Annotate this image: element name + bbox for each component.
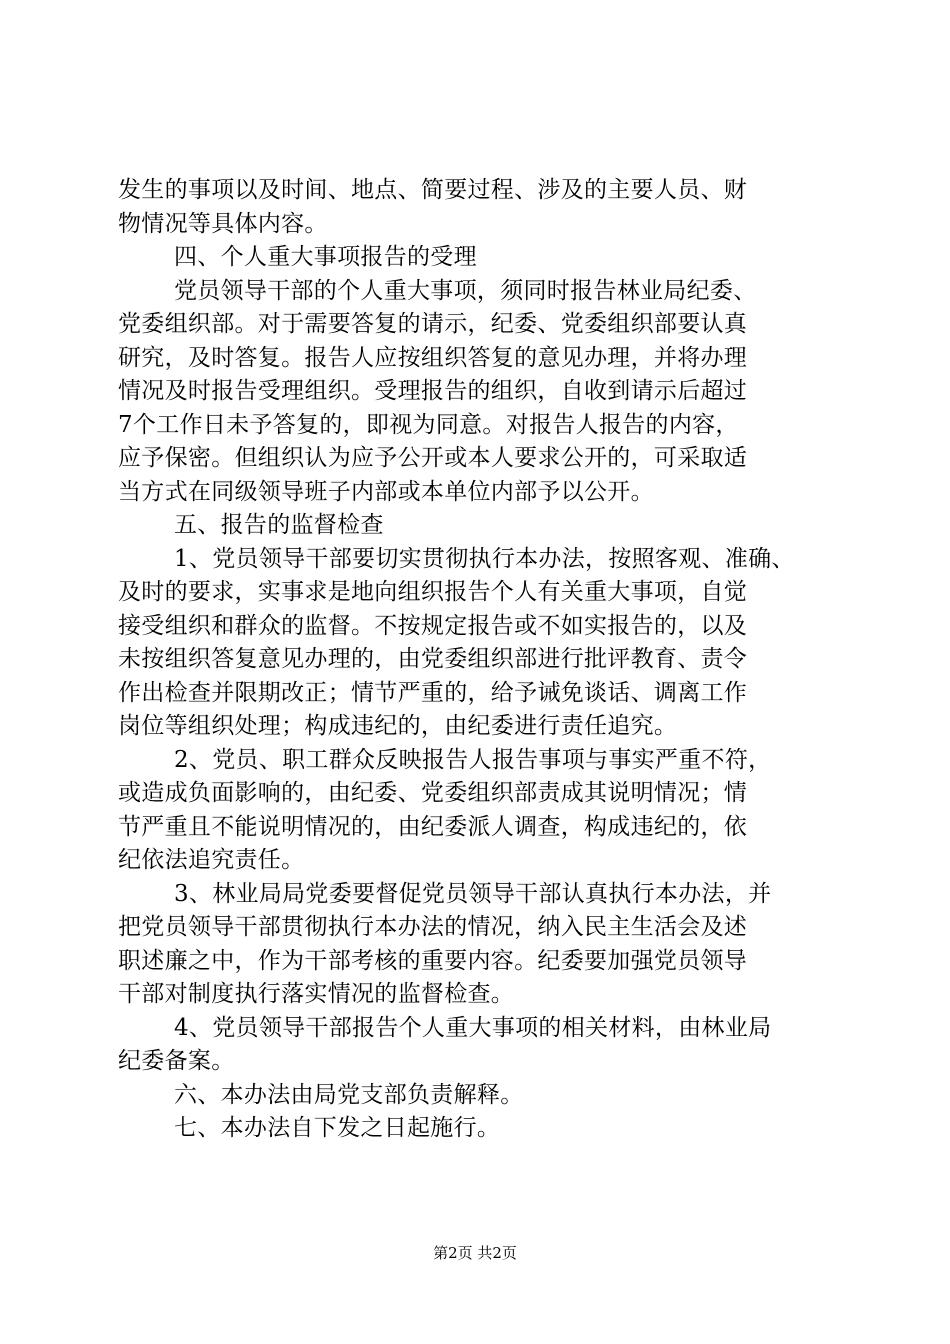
text-line: 研究，及时答复。报告人应按组织答复的意见办理，并将办理 bbox=[118, 344, 748, 371]
text-line: 情况及时报告受理组织。受理报告的组织，自收到请示后超过 bbox=[118, 378, 748, 404]
text-line: 1、党员领导干部要切实贯彻执行本办法，按照客观、准确、 bbox=[174, 545, 795, 572]
text-line: 或造成负面影响的，由纪委、党委组织部责成其说明情况；情 bbox=[118, 780, 748, 806]
text-line: 未按组织答复意见办理的，由党委组织部进行批评教育、责令 bbox=[118, 646, 748, 672]
document-body bbox=[118, 174, 838, 1146]
page-number-footer: 第2页 共2页 bbox=[433, 1244, 517, 1262]
section-heading: 五、报告的监督检查 bbox=[174, 512, 384, 538]
section-heading: 六、本办法由局党支部负责解释。 bbox=[174, 1081, 524, 1108]
text-line: 岗位等组织处理；构成违纪的，由纪委进行责任追究。 bbox=[118, 713, 678, 739]
text-line: 干部对制度执行落实情况的监督检查。 bbox=[118, 981, 515, 1007]
text-line: 2、党员、职工群众反映报告人报告事项与事实严重不符， bbox=[174, 746, 772, 773]
text-line: 当方式在同级领导班子内部或本单位内部予以公开。 bbox=[118, 478, 654, 505]
text-line: 3、林业局局党委要督促党员领导干部认真执行本办法，并 bbox=[174, 880, 772, 907]
section-heading: 四、个人重大事项报告的受理 bbox=[174, 244, 477, 270]
text-line: 发生的事项以及时间、地点、简要过程、涉及的主要人员、财 bbox=[118, 177, 748, 203]
text-line: 作出检查并限期改正；情节严重的，给予诫免谈话、调离工作 bbox=[118, 679, 748, 706]
text-line: 把党员领导干部贯彻执行本办法的情况，纳入民主生活会及述 bbox=[118, 914, 748, 940]
text-line: 纪依法追究责任。 bbox=[118, 847, 305, 873]
text-line: 纪委备案。 bbox=[118, 1048, 235, 1074]
text-line: 接受组织和群众的监督。不按规定报告或不如实报告的，以及 bbox=[118, 612, 748, 639]
text-line: 7个工作日未予答复的，即视为同意。对报告人报告的内容， bbox=[118, 411, 739, 438]
text-line: 4、党员领导干部报告个人重大事项的相关材料，由林业局 bbox=[174, 1014, 772, 1041]
text-line: 物情况等具体内容。 bbox=[118, 210, 328, 237]
text-line: 及时的要求，实事求是地向组织报告个人有关重大事项，自觉 bbox=[118, 579, 748, 605]
text-line: 应予保密。但组织认为应予公开或本人要求公开的，可采取适 bbox=[118, 445, 748, 471]
text-line: 党委组织部。对于需要答复的请示，纪委、党委组织部要认真 bbox=[118, 311, 748, 337]
text-line: 节严重且不能说明情况的，由纪委派人调查，构成违纪的，依 bbox=[118, 813, 748, 840]
text-line: 党员领导干部的个人重大事项，须同时报告林业局纪委、 bbox=[174, 277, 757, 304]
text-line: 职述廉之中，作为干部考核的重要内容。纪委要加强党员领导 bbox=[118, 947, 748, 974]
section-heading: 七、本办法自下发之日起施行。 bbox=[174, 1115, 501, 1141]
